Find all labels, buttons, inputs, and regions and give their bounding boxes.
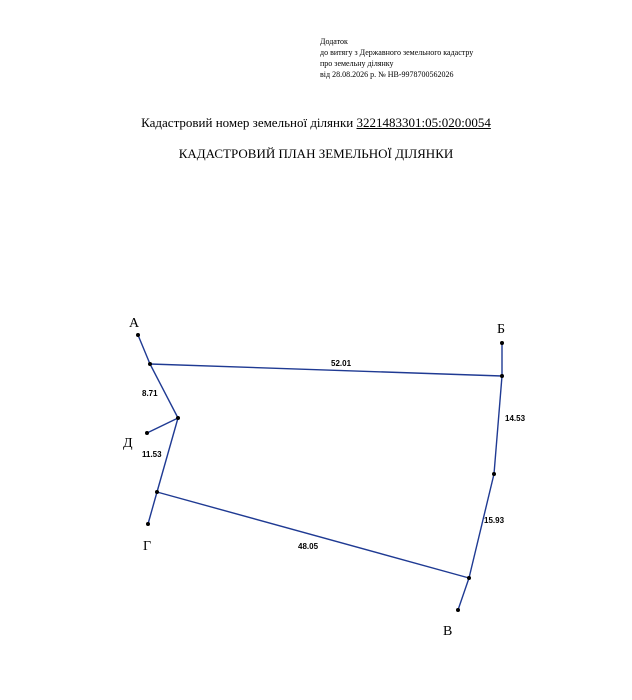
vertex-mid bbox=[492, 472, 496, 476]
leader-v bbox=[458, 578, 469, 610]
boundary-b-mid bbox=[494, 376, 502, 474]
annex-line-title: Додаток bbox=[320, 37, 348, 46]
leader-end-b bbox=[500, 341, 504, 345]
vertex-v bbox=[467, 576, 471, 580]
length-label-b-mid: 14.53 bbox=[505, 414, 526, 423]
point-label-b: Б bbox=[497, 322, 506, 337]
annex-line-extract: до витягу з Державного земельного кадастру bbox=[320, 48, 474, 57]
length-label-d-a: 8.71 bbox=[142, 389, 158, 398]
vertex-g bbox=[155, 490, 159, 494]
point-label-d: Д bbox=[123, 436, 133, 451]
leader-end-a bbox=[136, 333, 140, 337]
plan-title: КАДАСТРОВИЙ ПЛАН ЗЕМЕЛЬНОЇ ДІЛЯНКИ bbox=[178, 146, 454, 161]
length-label-mid-v: 15.93 bbox=[484, 516, 505, 525]
length-label-v-g: 48.05 bbox=[298, 542, 319, 551]
annex-line-parcel: про земельну ділянку bbox=[320, 59, 394, 68]
length-label-g-d: 11.53 bbox=[142, 450, 162, 459]
boundary-a-b bbox=[150, 364, 502, 376]
boundary-v-g bbox=[157, 492, 469, 578]
boundary-mid-v bbox=[469, 474, 494, 578]
point-label-v: В bbox=[443, 624, 453, 639]
vertex-b bbox=[500, 374, 504, 378]
leader-a bbox=[138, 335, 150, 364]
leader-end-d bbox=[145, 431, 149, 435]
leader-d bbox=[147, 418, 178, 433]
leader-end-g bbox=[146, 522, 150, 526]
cadastral-number-label: Кадастровий номер земельної ділянки bbox=[141, 115, 354, 130]
vertex-d bbox=[176, 416, 180, 420]
length-label-a-b: 52.01 bbox=[331, 359, 352, 368]
point-label-a: А bbox=[129, 316, 140, 331]
vertex-a bbox=[148, 362, 152, 366]
leader-end-v bbox=[456, 608, 460, 612]
cadastral-number: 3221483301:05:020:0054 bbox=[356, 115, 491, 130]
annex-line-date: від 28.08.2026 р. № НВ-9978700562026 bbox=[320, 70, 454, 79]
leader-g bbox=[148, 492, 157, 524]
point-label-g: Г bbox=[143, 539, 152, 554]
